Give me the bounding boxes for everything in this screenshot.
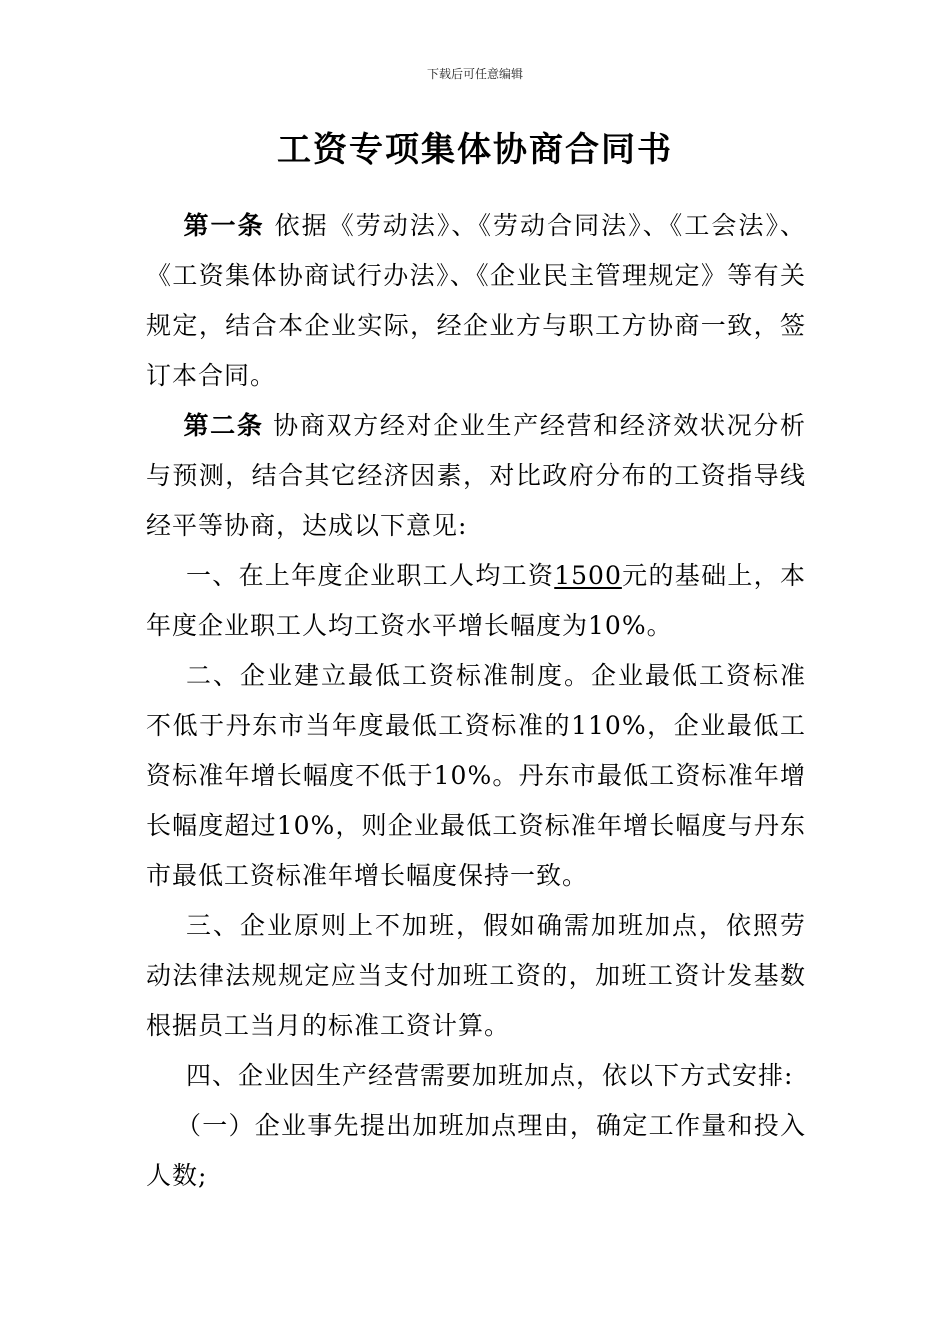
sub-item-1-paragraph: （一）企业事先提出加班加点理由，确定工作量和投入人数; xyxy=(146,1111,806,1190)
item-4-paragraph: 四、企业因生产经营需要加班加点，依以下方式安排: xyxy=(186,1061,794,1090)
item-1-text-after: 元的基础上，本年度企业职工人均工资水平增长幅度为10%。 xyxy=(146,561,806,640)
item-1-text-before: 一、在上年度企业职工人均工资 xyxy=(186,561,555,590)
item-3-paragraph: 三、企业原则上不加班，假如确需加班加点，依照劳动法律法规规定应当支付加班工资的，加班工资计发基数根据员工当月的标准工资计算。 xyxy=(146,911,806,1040)
header-note: 下载后可任意编辑 xyxy=(426,67,523,81)
article-2-paragraph xyxy=(146,401,806,551)
item-2-paragraph: 二、企业建立最低工资标准制度。企业最低工资标准不低于丹东市当年度最低工资标准的110%，企业最低工资标准年增长幅度不低于10%。丹东市最低工资标准年增长幅度超过10%，则企业最低工资标准年增长幅度与丹东市最低工资标准年增长幅度保持一致。 xyxy=(146,661,806,890)
article-1-label: 第一条 xyxy=(183,211,265,240)
article-1-text: 依据《劳动法》、《劳动合同法》、《工会法》、《工资集体协商试行办法》、《企业民主管理规定》等有关规定，结合本企业实际，经企业方与职工方协商一致，签订本合同。 xyxy=(146,211,806,390)
article-2-label: 第二条 xyxy=(183,411,264,440)
item-1-amount: 1500 xyxy=(554,561,622,590)
article-1-paragraph xyxy=(146,201,806,401)
item-1-paragraph xyxy=(146,551,806,651)
article-2-text: 协商双方经对企业生产经营和经济效状况分析与预测，结合其它经济因素，对比政府分布的工资指导线经平等协商，达成以下意见: xyxy=(146,411,806,540)
document-body xyxy=(146,201,806,1201)
document-title: 工资专项集体协商合同书 xyxy=(277,130,673,170)
